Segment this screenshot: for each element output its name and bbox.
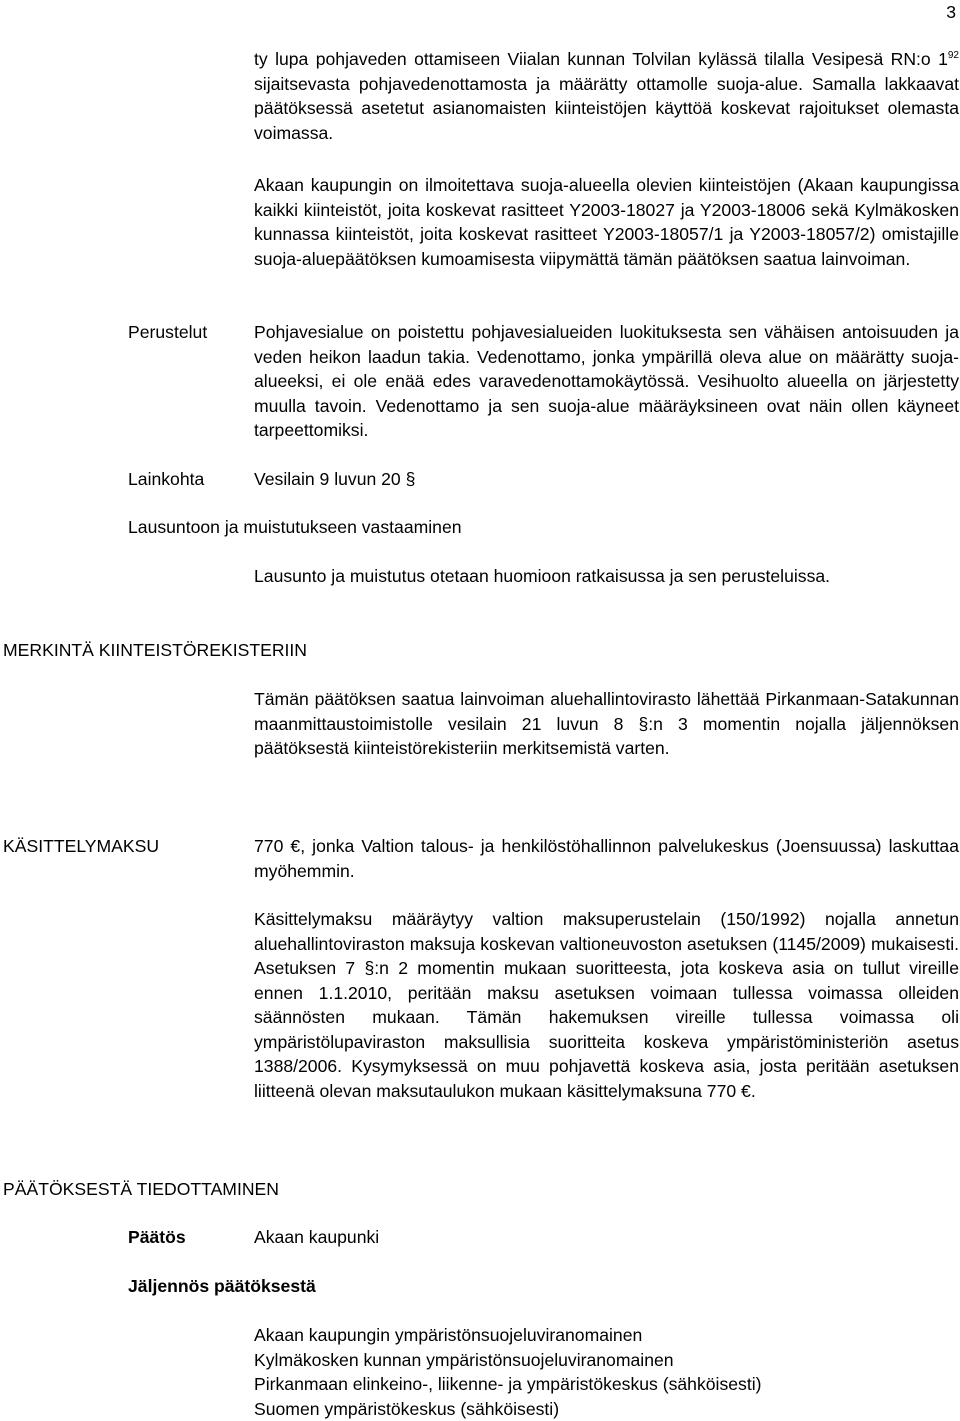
kasittelymaksu-heading: KÄSITTELYMAKSU xyxy=(3,834,159,859)
perustelut-label: Perustelut xyxy=(128,320,207,345)
list-item: Akaan kaupungin ympäristönsuojeluviranomainen xyxy=(254,1323,762,1348)
recipient-list xyxy=(254,1323,762,1421)
paatos-label: Päätös xyxy=(128,1225,186,1250)
kasittelymaksu-amount-text: 770 €, jonka Valtion talous- ja henkilöstöhallinnon palvelukeskus (Joensuussa) laskuttaa myöhemmin. xyxy=(254,834,959,883)
kasittelymaksu-basis-text: Käsittelymaksu määräytyy valtion maksuperustelain (150/1992) nojalla annetun aluehallintoviraston maksuja koskevan valtioneuvoston asetuksen (1145/2009) mukaisesti. Asetuksen 7 §:n 2 momentin mukaan suoritteesta, jota koskeva asia on tullut vireille ennen 1.1.2010, peritään maksu asetuksen voimaan tullessa voimassa olleiden säännösten mukaan. Tämän hakemuksen vireille tullessa voimassa oli ympäristölupaviraston maksullisia suoritteita koskeva ympäristöministeriön asetus 1388/2006. Kysymyksessä on muu pohjavettä koskeva asia, josta peritään asetuksen liitteenä olevan maksutaulukon mukaan käsittelymaksuna 770 €. xyxy=(254,907,959,1103)
lausunto-text: Lausunto ja muistutus otetaan huomioon ratkaisussa ja sen perusteluissa. xyxy=(254,564,959,589)
paragraph-text-end: sijaitsevasta pohjavedenottamosta ja määrätty ottamolle suoja-alue. Samalla lakkaavat päätöksessä asetetut asianomaisten kiinteistöjen käyttöä koskevat rajoitukset olemasta voimassa. xyxy=(254,74,959,143)
perustelut-text: Pohjavesialue on poistettu pohjavesialueiden luokituksesta sen vähäisen antoisuuden ja veden heikon laadun takia. Vedenottamo, jonka ympärillä oleva alue on määrätty suoja-alueeksi, ei ole enää edes varavedenottamokäytössä. Vesihuolto alueella on järjestetty muulla tavoin. Vedenottamo ja sen suoja-alue määräyksineen ovat näin ollen käyneet tarpeettomiksi. xyxy=(254,320,959,443)
paragraph-permit-revocation xyxy=(254,47,959,145)
lausunto-heading: Lausuntoon ja muistutukseen vastaaminen xyxy=(128,515,462,540)
list-item: Pirkanmaan elinkeino-, liikenne- ja ympäristökeskus (sähköisesti) xyxy=(254,1372,762,1397)
tiedottaminen-heading: PÄÄTÖKSESTÄ TIEDOTTAMINEN xyxy=(3,1177,279,1202)
paragraph-notification-duty: Akaan kaupungin on ilmoitettava suoja-alueella olevien kiinteistöjen (Akaan kaupungissa kaikki kiinteistöt, joita koskevat rasitteet Y2003-18027 ja Y2003-18006 sekä Kylmäkosken kunnassa kiinteistöt, joita koskevat rasitteet Y2003-18057/1 ja Y2003-18057/2) omistajille suoja-aluepäätöksen kumoamisesta viipymättä tämän päätöksen saatua lainvoiman. xyxy=(254,173,959,271)
lainkohta-label: Lainkohta xyxy=(128,467,204,492)
jaljennos-label: Jäljennös päätöksestä xyxy=(128,1274,316,1299)
paragraph-text-start: ty lupa pohjaveden ottamiseen Viialan kunnan Tolvilan kylässä tilalla Vesipesä RN:o 1 xyxy=(254,49,948,69)
merkinta-text: Tämän päätöksen saatua lainvoiman aluehallintovirasto lähettää Pirkanmaan-Satakunnan maanmittaustoimistolle vesilain 21 luvun 8 §:n 3 momentin nojalla jäljennöksen päätöksestä kiinteistörekisteriin merkitsemistä varten. xyxy=(254,687,959,761)
list-item: Kylmäkosken kunnan ympäristönsuojeluviranomainen xyxy=(254,1348,762,1373)
superscript: 92 xyxy=(948,50,959,61)
lainkohta-text: Vesilain 9 luvun 20 § xyxy=(254,467,415,492)
list-item: Suomen ympäristökeskus (sähköisesti) xyxy=(254,1397,762,1421)
page-number: 3 xyxy=(946,0,956,25)
paatos-value: Akaan kaupunki xyxy=(254,1225,379,1250)
merkinta-heading: MERKINTÄ KIINTEISTÖREKISTERIIN xyxy=(3,638,307,663)
